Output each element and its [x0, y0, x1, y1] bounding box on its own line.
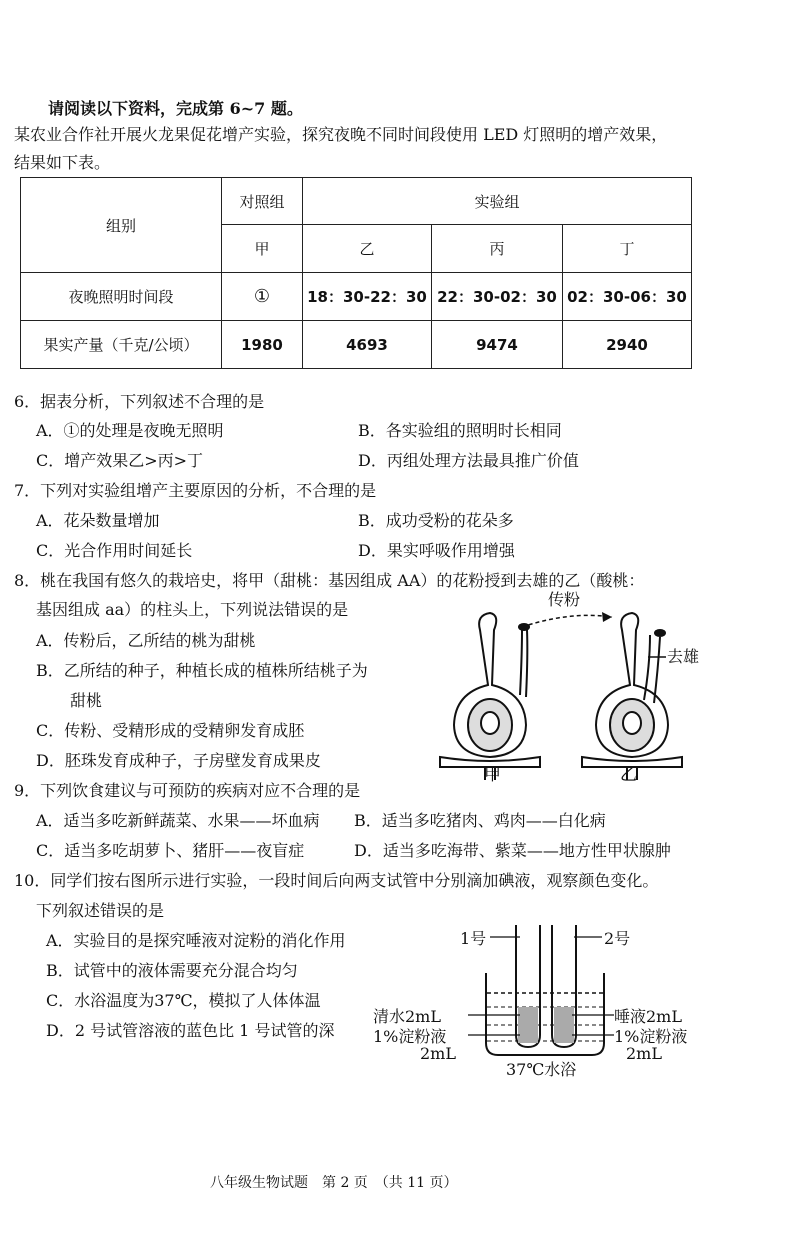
q9-option-b: B．适当多吃猪肉、鸡肉——白化病 — [354, 811, 606, 830]
table-group-jia: 甲 — [222, 225, 303, 273]
right-label-volume: 2mL — [626, 1044, 662, 1063]
emasculated-label: 去雄 — [667, 647, 700, 666]
q6-option-d: D．丙组处理方法最具推广价值 — [358, 451, 579, 470]
q7-option-d: D．果实呼吸作用增强 — [358, 541, 515, 560]
table-header-experimental: 实验组 — [303, 178, 692, 225]
material-line-2: 结果如下表。 — [14, 153, 111, 172]
table-cell: 1980 — [222, 321, 303, 369]
flower-jia-label: 甲 — [484, 765, 501, 785]
q9-stem: 9．下列饮食建议与可预防的疾病对应不合理的是 — [14, 781, 361, 800]
tube-2-label: 2号 — [604, 929, 631, 948]
tube-1-label: 1号 — [460, 929, 487, 948]
q6-option-b: B．各实验组的照明时长相同 — [358, 421, 562, 440]
table-row2-label: 果实产量（千克/公顷） — [21, 321, 222, 369]
q10-stem-line-2: 下列叙述错误的是 — [36, 901, 165, 920]
table-row1-label: 夜晚照明时间段 — [21, 273, 222, 321]
table-cell: 9474 — [432, 321, 563, 369]
flower-yi — [582, 613, 682, 780]
left-label-starch: 1%淀粉液 — [373, 1027, 447, 1046]
pollination-label: 传粉 — [548, 590, 581, 609]
flower-jia — [440, 613, 540, 780]
q10-stem-line-1: 10．同学们按右图所示进行实验，一段时间后向两支试管中分别滴加碘液，观察颜色变化。 — [14, 871, 659, 890]
q10-option-c: C．水浴温度为37℃，模拟了人体体温 — [46, 991, 321, 1010]
q8-option-b-line-1: B．乙所结的种子，种植长成的植株所结桃子为 — [36, 661, 368, 680]
q8-option-c: C．传粉、受精形成的受精卵发育成胚 — [36, 721, 305, 740]
q8-stem-line-1: 8．桃在我国有悠久的栽培史，将甲（甜桃：基因组成 AA）的花粉授到去雄的乙（酸桃： — [14, 571, 645, 590]
results-table — [20, 177, 692, 369]
q8-stem-line-2: 基因组成 aa）的柱头上，下列说法错误的是 — [36, 600, 349, 619]
q10-option-b: B．试管中的液体需要充分混合均匀 — [46, 961, 298, 980]
table-header-control: 对照组 — [222, 178, 303, 225]
table-cell: 4693 — [303, 321, 432, 369]
flower-yi-label: 乙 — [620, 765, 637, 785]
left-label-water: 清水2mL — [373, 1007, 441, 1026]
right-label-starch: 1%淀粉液 — [614, 1027, 688, 1046]
material-line-1: 某农业合作社开展火龙果促花增产实验，探究夜晚不同时间段使用 LED 灯照明的增产效果， — [14, 125, 668, 144]
table-cell: 02：30-06：30 — [563, 273, 692, 321]
q6-stem: 6．据表分析，下列叙述不合理的是 — [14, 392, 265, 411]
q10-option-a: A．实验目的是探究唾液对淀粉的消化作用 — [46, 931, 346, 950]
flower-pollination-figure — [430, 575, 730, 785]
q9-option-c: C．适当多吃胡萝卜、猪肝——夜盲症 — [36, 841, 305, 860]
q9-option-d: D．适当多吃海带、紫菜——地方性甲状腺肿 — [354, 841, 671, 860]
table-cell: 22：30-02：30 — [432, 273, 563, 321]
reading-instruction: 请阅读以下资料，完成第 6~7 题。 — [48, 99, 303, 118]
left-label-volume: 2mL — [420, 1044, 456, 1063]
right-label-saliva: 唾液2mL — [614, 1007, 682, 1026]
q8-option-d: D．胚珠发育成种子，子房壁发育成果皮 — [36, 751, 321, 770]
page-footer: 八年级生物试题 第 2 页 （共 11 页） — [210, 1175, 458, 1191]
q8-option-a: A．传粉后，乙所结的桃为甜桃 — [36, 631, 256, 650]
table-group-yi: 乙 — [303, 225, 432, 273]
q8-option-b-line-2: 甜桃 — [70, 691, 103, 710]
q6-option-c: C．增产效果乙>丙>丁 — [36, 451, 204, 470]
table-group-bing: 丙 — [432, 225, 563, 273]
q7-option-b: B．成功受粉的花朵多 — [358, 511, 514, 530]
table-cell: 18：30-22：30 — [303, 273, 432, 321]
table-cell: 2940 — [563, 321, 692, 369]
table-header-group: 组别 — [21, 178, 222, 273]
table-cell: ① — [222, 273, 303, 321]
q10-option-d: D．2 号试管溶液的蓝色比 1 号试管的深 — [46, 1021, 335, 1040]
table-group-ding: 丁 — [563, 225, 692, 273]
q7-option-c: C．光合作用时间延长 — [36, 541, 193, 560]
q7-option-a: A．花朵数量增加 — [36, 511, 160, 530]
q9-option-a: A．适当多吃新鲜蔬菜、水果——坏血病 — [36, 811, 320, 830]
water-bath-label: 37℃水浴 — [506, 1060, 577, 1079]
q7-stem: 7．下列对实验组增产主要原因的分析，不合理的是 — [14, 481, 377, 500]
q6-option-a: A．①的处理是夜晚无照明 — [36, 421, 224, 440]
